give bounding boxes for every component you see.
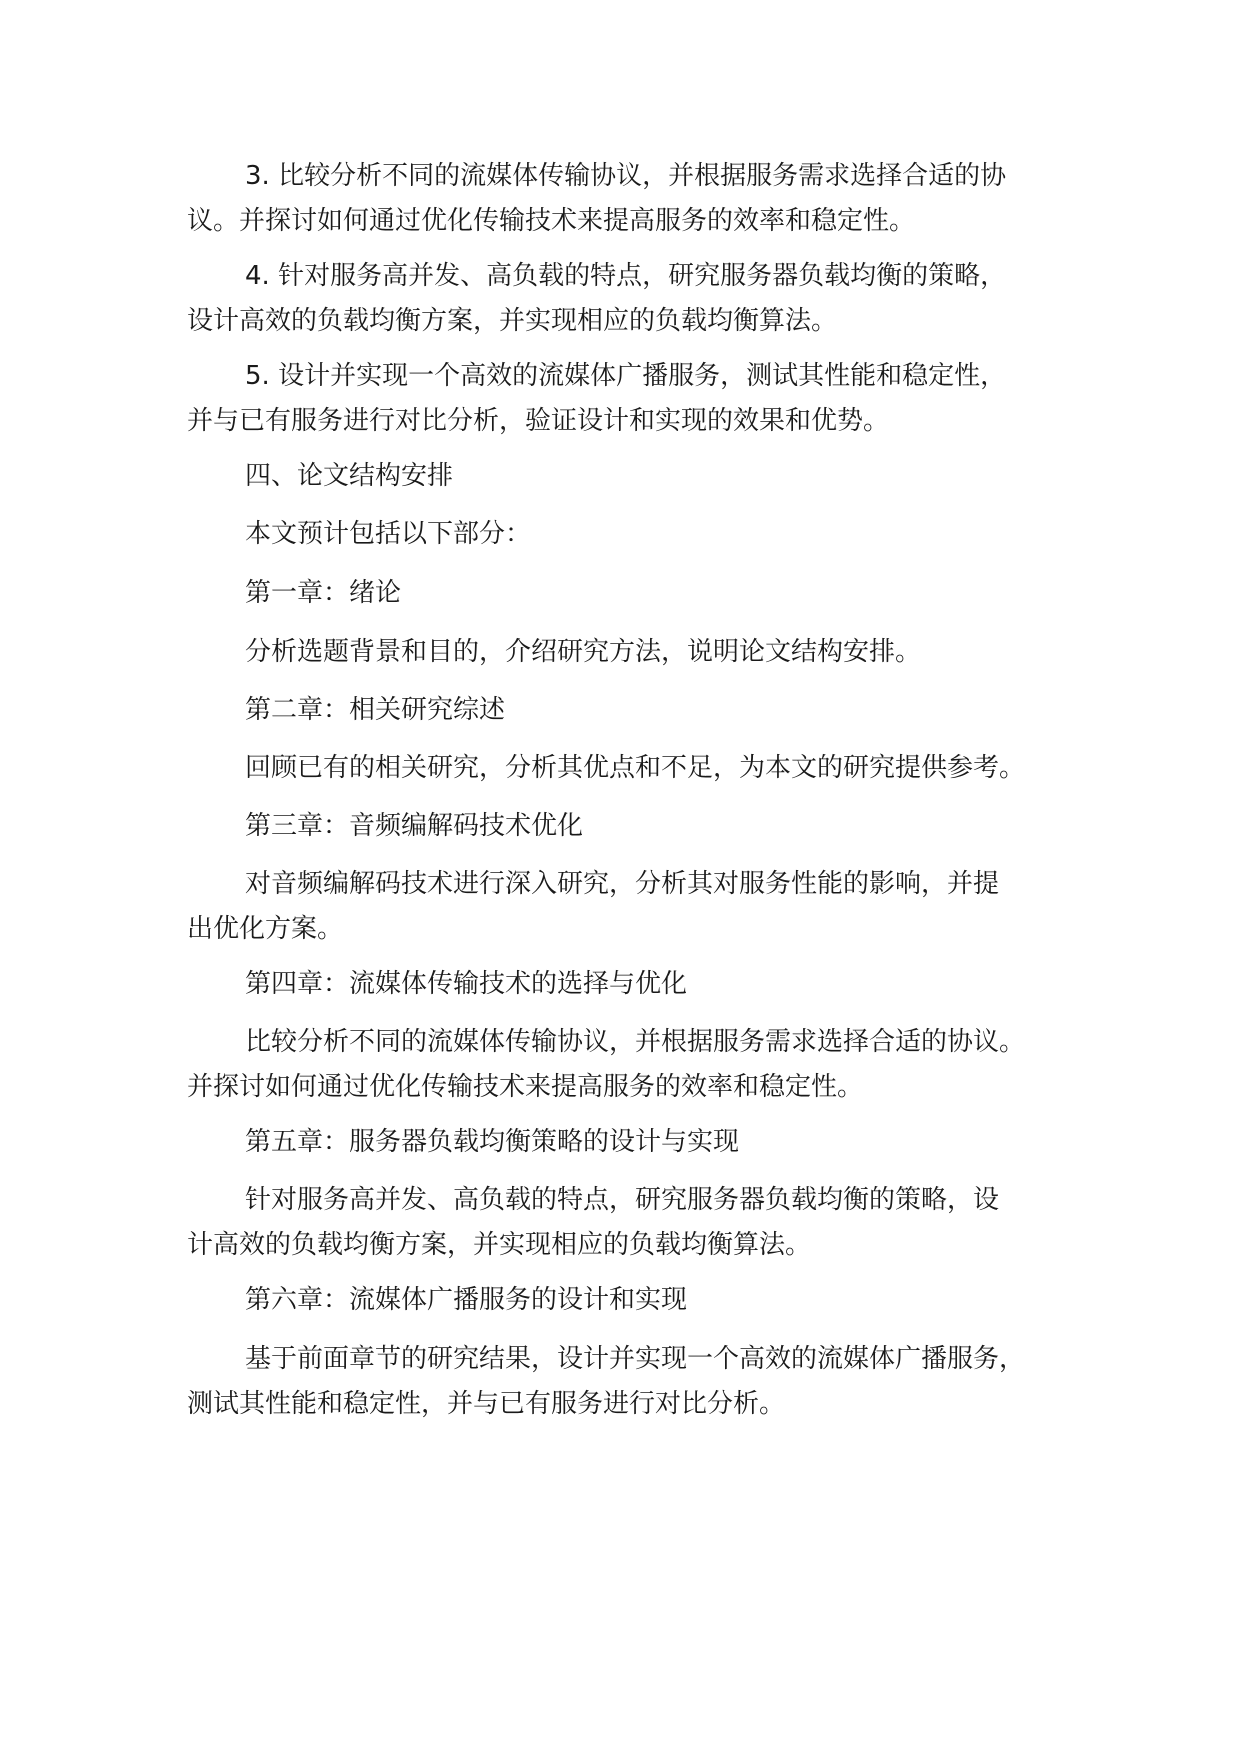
paragraph-line: 本文预计包括以下部分： (245, 519, 532, 549)
paragraph-line: 回顾已有的相关研究，分析其优点和不足，为本文的研究提供参考。 (245, 753, 1026, 783)
paragraph-item-4 (187, 254, 1087, 344)
chapter-heading-6 (187, 1278, 1087, 1323)
chapter-description-5 (187, 1178, 1087, 1268)
paragraph-item-5 (187, 354, 1087, 444)
paragraph-line: 3. 比较分析不同的流媒体传输协议，并根据服务需求选择合适的协 (245, 161, 1007, 191)
paragraph-item-3 (187, 154, 1087, 244)
paragraph-line: 议。并探讨如何通过优化传输技术来提高服务的效率和稳定性。 (187, 206, 916, 236)
paragraph-line: 第五章：服务器负载均衡策略的设计与实现 (245, 1127, 740, 1157)
paragraph-line: 分析选题背景和目的，介绍研究方法，说明论文结构安排。 (245, 637, 922, 667)
chapter-description-4 (187, 1020, 1087, 1110)
paragraph-line: 对音频编解码技术进行深入研究，分析其对服务性能的影响，并提 (245, 869, 1000, 899)
paragraph-line: 4. 针对服务高并发、高负载的特点，研究服务器负载均衡的策略， (245, 261, 1007, 291)
chapter-description-3 (187, 862, 1087, 952)
paragraph-line: 四、论文结构安排 (245, 461, 454, 491)
paragraph-line: 比较分析不同的流媒体传输协议，并根据服务需求选择合适的协议。 (245, 1027, 1026, 1057)
chapter-heading-1 (187, 571, 1087, 616)
chapter-description-1 (187, 630, 1087, 675)
paragraph-line: 设计高效的负载均衡方案，并实现相应的负载均衡算法。 (187, 306, 838, 336)
section-heading (187, 454, 1087, 499)
paragraph-line: 出优化方案。 (187, 914, 344, 944)
chapter-heading-2 (187, 688, 1087, 733)
chapter-heading-5 (187, 1120, 1087, 1165)
paragraph-line: 第六章：流媒体广播服务的设计和实现 (245, 1285, 688, 1315)
chapter-description-2 (187, 746, 1087, 791)
paragraph-line: 针对服务高并发、高负载的特点，研究服务器负载均衡的策略，设 (245, 1185, 1000, 1215)
chapter-heading-4 (187, 962, 1087, 1007)
paragraph-intro (187, 512, 1087, 557)
paragraph-line: 测试其性能和稳定性，并与已有服务进行对比分析。 (187, 1389, 786, 1419)
paragraph-line: 5. 设计并实现一个高效的流媒体广播服务，测试其性能和稳定性， (245, 361, 1007, 391)
paragraph-line: 基于前面章节的研究结果，设计并实现一个高效的流媒体广播服务， (245, 1344, 1026, 1374)
paragraph-line: 并与已有服务进行对比分析，验证设计和实现的效果和优势。 (187, 406, 890, 436)
chapter-description-6 (187, 1337, 1087, 1427)
paragraph-line: 第一章：绪论 (245, 578, 402, 608)
paragraph-line: 计高效的负载均衡方案，并实现相应的负载均衡算法。 (187, 1230, 812, 1260)
paragraph-line: 第四章：流媒体传输技术的选择与优化 (245, 969, 688, 999)
paragraph-line: 并探讨如何通过优化传输技术来提高服务的效率和稳定性。 (187, 1072, 864, 1102)
chapter-heading-3 (187, 804, 1087, 849)
paragraph-line: 第二章：相关研究综述 (245, 695, 506, 725)
paragraph-line: 第三章：音频编解码技术优化 (245, 811, 584, 841)
